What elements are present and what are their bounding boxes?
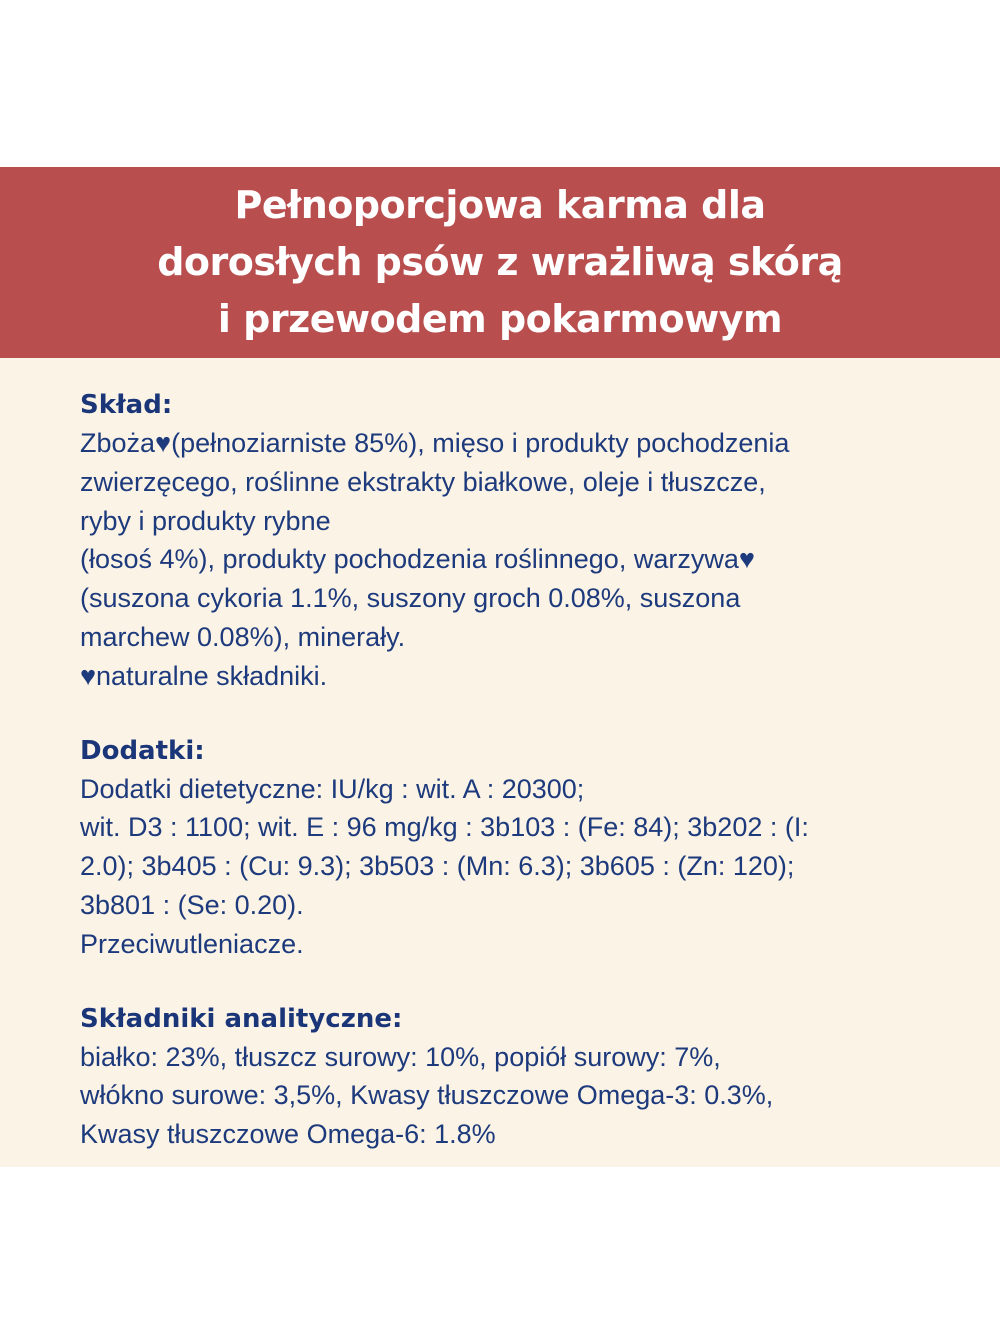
- composition-line: (łosoś 4%), produkty pochodzenia roślinnego, warzywa♥: [80, 544, 755, 575]
- info-content: [80, 386, 970, 1154]
- additives-line: 3b801 : (Se: 0.20).: [80, 889, 304, 920]
- title-banner: [0, 167, 1000, 358]
- natural-ingredients-note: ♥naturalne składniki.: [80, 660, 328, 691]
- composition-line: Zboża♥(pełnoziarniste 85%), mięso i produkty pochodzenia: [80, 428, 790, 458]
- product-title-line: dorosłych psów z wrażliwą skórą: [157, 240, 843, 284]
- analytical-line: Kwasy tłuszczowe Omega-6: 1.8%: [80, 1119, 496, 1150]
- additives-section: [80, 732, 970, 964]
- composition-heading: Skład:: [80, 390, 173, 420]
- info-panel: [0, 358, 1000, 1167]
- composition-line: ryby i produkty rybne: [80, 505, 331, 536]
- additives-line: wit. D3 : 1100; wit. E : 96 mg/kg : 3b103 : (Fe: 84); 3b202 : (I:: [80, 812, 809, 843]
- product-title: [157, 177, 843, 348]
- analytical-line: włókno surowe: 3,5%, Kwasy tłuszczowe Omega-3: 0.3%,: [80, 1080, 774, 1111]
- composition-line: (suszona cykoria 1.1%, suszony groch 0.08%, suszona: [80, 583, 741, 614]
- composition-line: marchew 0.08%), minerały.: [80, 621, 406, 652]
- product-title-line: Pełnoporcjowa karma dla: [234, 183, 766, 227]
- analytical-section: [80, 1000, 970, 1154]
- additives-line: Przeciwutleniacze.: [80, 928, 304, 959]
- product-title-line: i przewodem pokarmowym: [217, 297, 783, 341]
- additives-line: 2.0); 3b405 : (Cu: 9.3); 3b503 : (Mn: 6.3); 3b605 : (Zn: 120);: [80, 851, 795, 882]
- composition-line: zwierzęcego, roślinne ekstrakty białkowe, oleje i tłuszcze,: [80, 466, 766, 497]
- analytical-heading: Składniki analityczne:: [80, 1003, 403, 1034]
- additives-heading: Dodatki:: [80, 735, 205, 766]
- analytical-line: białko: 23%, tłuszcz surowy: 10%, popiół surowy: 7%,: [80, 1041, 721, 1072]
- composition-section: [80, 386, 970, 696]
- additives-line: Dodatki dietetyczne: IU/kg : wit. A : 20300;: [80, 773, 585, 804]
